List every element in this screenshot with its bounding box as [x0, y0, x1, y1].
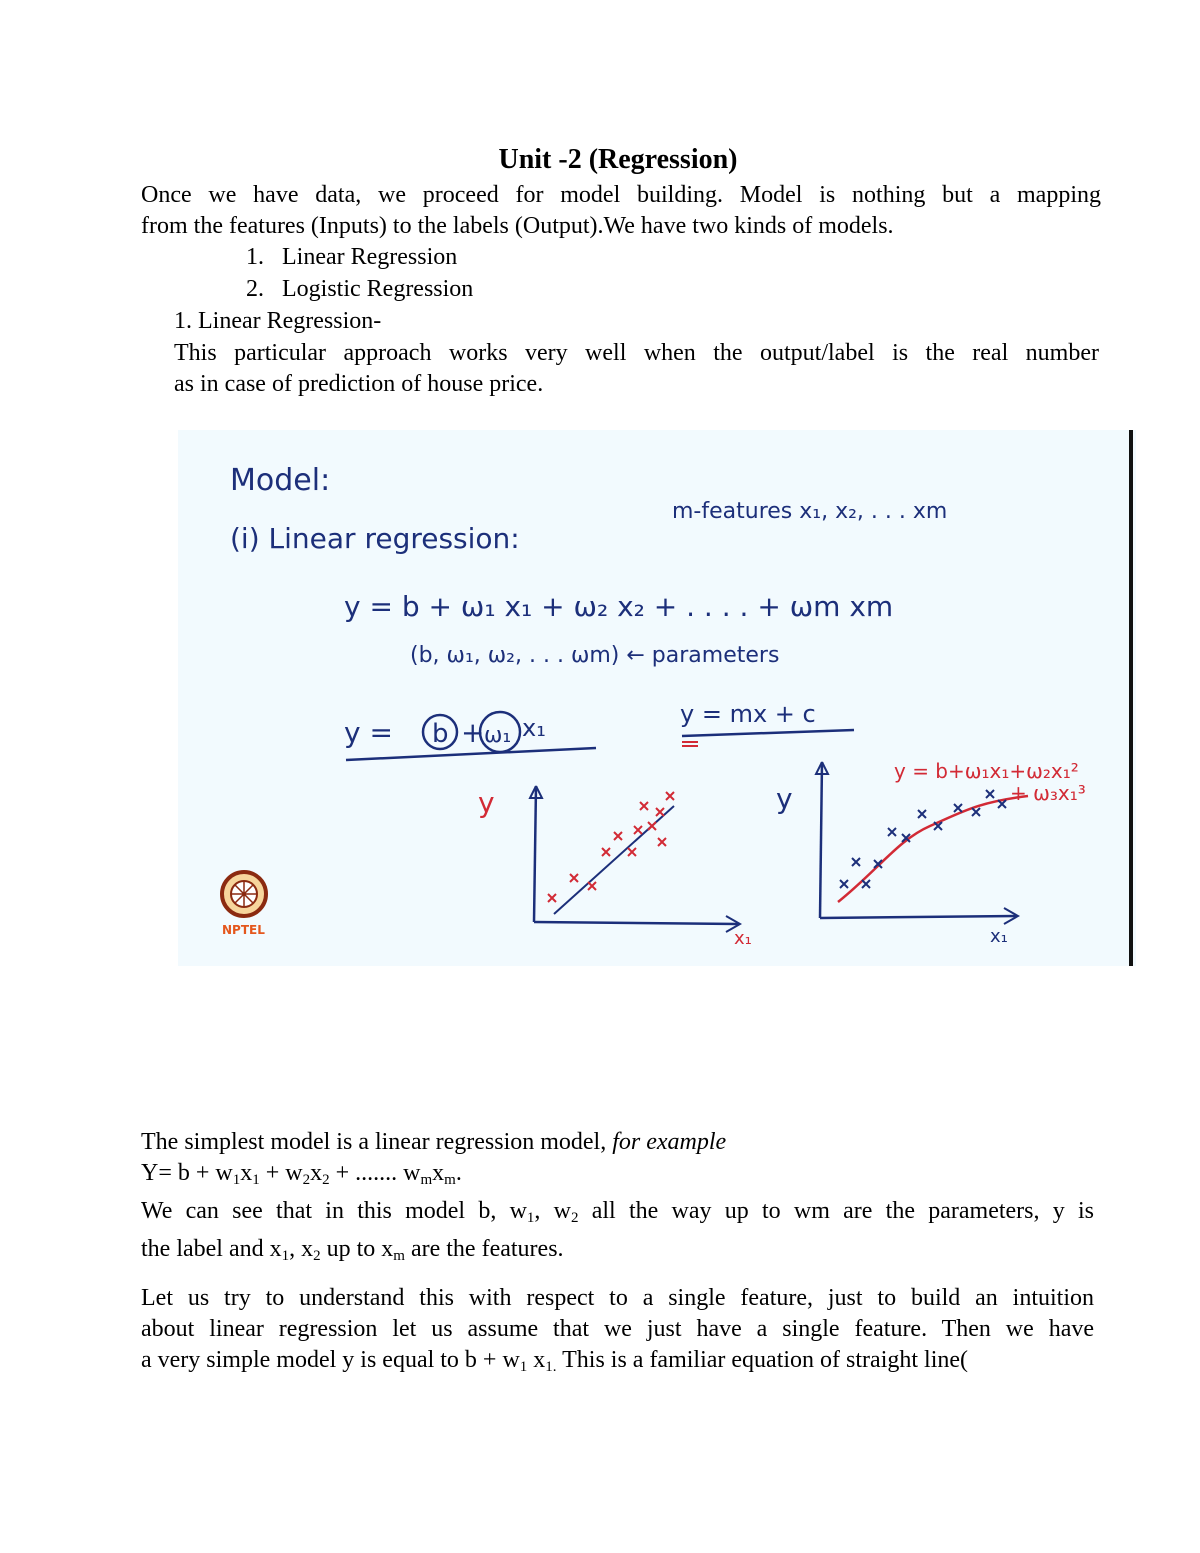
- text-sub: 1.: [545, 1359, 557, 1375]
- paragraph-simplest-model: [141, 1127, 1094, 1272]
- text-part: , w: [534, 1198, 571, 1224]
- list-label: Logistic Regression: [282, 276, 474, 302]
- eq-part: + ....... w: [329, 1160, 421, 1186]
- data-point: [656, 808, 664, 816]
- data-point: [640, 802, 648, 810]
- list-number: 2.: [246, 276, 264, 302]
- simple-eq-b: b: [432, 719, 449, 749]
- p1-line-3: [141, 1196, 1094, 1234]
- section-heading: 1. Linear Regression-: [174, 308, 382, 334]
- data-point: [648, 822, 656, 830]
- text-sub: 1: [519, 1359, 528, 1375]
- list-number: 1.: [246, 244, 264, 270]
- eq-sub: 1: [252, 1172, 260, 1188]
- data-point: [918, 810, 926, 818]
- left-y-axis: [534, 786, 536, 922]
- eq-sub: 2: [322, 1172, 330, 1188]
- text-part: are the features.: [404, 1236, 564, 1262]
- left-x-axis: [534, 922, 738, 924]
- eq-sub: 2: [302, 1172, 311, 1188]
- simple-eq-x: x₁: [522, 714, 546, 742]
- eq-part: x: [310, 1160, 323, 1186]
- p2-line-1: Let us try to understand this with respect to a single feature, just to build an intuition: [141, 1285, 1094, 1311]
- features-label: m-features x₁, x₂, . . . xm: [672, 499, 948, 524]
- text-part: x: [527, 1347, 546, 1373]
- text-sub: 1: [281, 1248, 290, 1264]
- data-point: [628, 848, 636, 856]
- eq-sub: m: [420, 1172, 433, 1188]
- text-part: This is a familiar equation of straight line(: [556, 1347, 969, 1373]
- data-point: [666, 792, 674, 800]
- full-equation: y = b + ω₁ x₁ + ω₂ x₂ + . . . . + ωm xm: [344, 590, 894, 623]
- section-line-1: This particular approach works very well when the output/label is the real number: [174, 340, 1099, 366]
- model-label: Model:: [230, 463, 331, 498]
- data-point: [954, 804, 962, 812]
- poly-eq-line-1: y = b+ω₁x₁+ω₂x₁²: [894, 759, 1079, 783]
- data-point: [972, 808, 980, 816]
- left-plot-xlabel: x₁: [734, 928, 752, 949]
- p1-equation: [141, 1158, 1094, 1196]
- intro-line-2: from the features (Inputs) to the labels (Output).We have two kinds of models.: [141, 213, 894, 239]
- section-line-2: as in case of prediction of house price.: [174, 371, 544, 397]
- data-point: [570, 874, 578, 882]
- p1-line-4: [141, 1234, 1094, 1272]
- right-plot-ylabel: y: [776, 782, 793, 815]
- right-x-axis: [820, 916, 1016, 918]
- data-point: [658, 838, 666, 846]
- data-point: [614, 832, 622, 840]
- p1-line-1-emphasis: for example: [612, 1129, 727, 1155]
- eq-part: + w: [259, 1160, 303, 1186]
- right-plot-xlabel: x₁: [990, 926, 1008, 947]
- data-point: [634, 826, 642, 834]
- text-sub: 1: [526, 1210, 535, 1226]
- linear-regression-label: (i) Linear regression:: [230, 522, 520, 555]
- eq-sub: 1: [232, 1172, 241, 1188]
- nptel-logo: [222, 872, 266, 937]
- right-y-axis: [820, 762, 822, 918]
- data-point: [888, 828, 896, 836]
- p1-line-1-text: The simplest model is a linear regression model,: [141, 1129, 613, 1155]
- text-part: all the way up to wm are the parameters, y is: [578, 1198, 1095, 1224]
- poly-eq-line-2: + ω₃x₁³: [1010, 781, 1086, 805]
- simple-eq-lhs: y =: [344, 716, 393, 749]
- eq-part: Y= b + w: [141, 1160, 233, 1186]
- p2-line-2: about linear regression let us assume that we just have a single feature. Then we have: [141, 1316, 1094, 1342]
- data-point: [548, 894, 556, 902]
- parameters-label: (b, ω₁, ω₂, . . . ωm) ← parameters: [410, 643, 780, 668]
- logo-text: NPTEL: [222, 923, 265, 937]
- list-item: [246, 242, 457, 273]
- intro-paragraph: [141, 180, 1101, 242]
- p1-line-1: [141, 1127, 1094, 1158]
- list-label: Linear Regression: [282, 244, 458, 270]
- eq-part: x: [432, 1160, 445, 1186]
- p2-line-3: [141, 1345, 1094, 1383]
- text-part: the label and x: [141, 1236, 282, 1262]
- text-part: a very simple model y is equal to b + w: [141, 1347, 520, 1373]
- right-fit-curve: [838, 796, 1028, 902]
- eq-part: .: [455, 1160, 462, 1186]
- paragraph-single-feature: [141, 1283, 1094, 1383]
- section-paragraph: [174, 338, 1099, 400]
- eq-part: x: [240, 1160, 253, 1186]
- left-plot-ylabel: y: [478, 786, 495, 819]
- text-sub: 2: [313, 1248, 321, 1264]
- underline-line-eq: [682, 730, 854, 736]
- text-part: We can see that in this model b, w: [141, 1198, 527, 1224]
- eq-sub: m: [444, 1172, 456, 1188]
- figure-right-border: [1129, 430, 1133, 966]
- data-point: [588, 882, 596, 890]
- simple-eq-plus: +: [461, 716, 485, 749]
- text-part: , x: [289, 1236, 314, 1262]
- line-equation: y = mx + c: [680, 700, 816, 728]
- data-point: [862, 880, 870, 888]
- page-title: Unit -2 (Regression): [498, 144, 738, 175]
- text-part: up to x: [320, 1236, 394, 1262]
- data-point: [986, 790, 994, 798]
- left-data-points: [548, 792, 674, 902]
- text-sub: m: [393, 1248, 405, 1264]
- figure-canvas: [178, 430, 1136, 966]
- list-item: [246, 274, 473, 305]
- intro-line-1: Once we have data, we proceed for model building. Model is nothing but a mapping: [141, 182, 1101, 208]
- data-point: [840, 880, 848, 888]
- simple-eq-w: ω₁: [484, 723, 512, 748]
- data-point: [852, 858, 860, 866]
- underline-simple: [346, 748, 596, 760]
- text-sub: 2: [571, 1210, 579, 1226]
- lecture-figure: [178, 430, 1136, 966]
- data-point: [602, 848, 610, 856]
